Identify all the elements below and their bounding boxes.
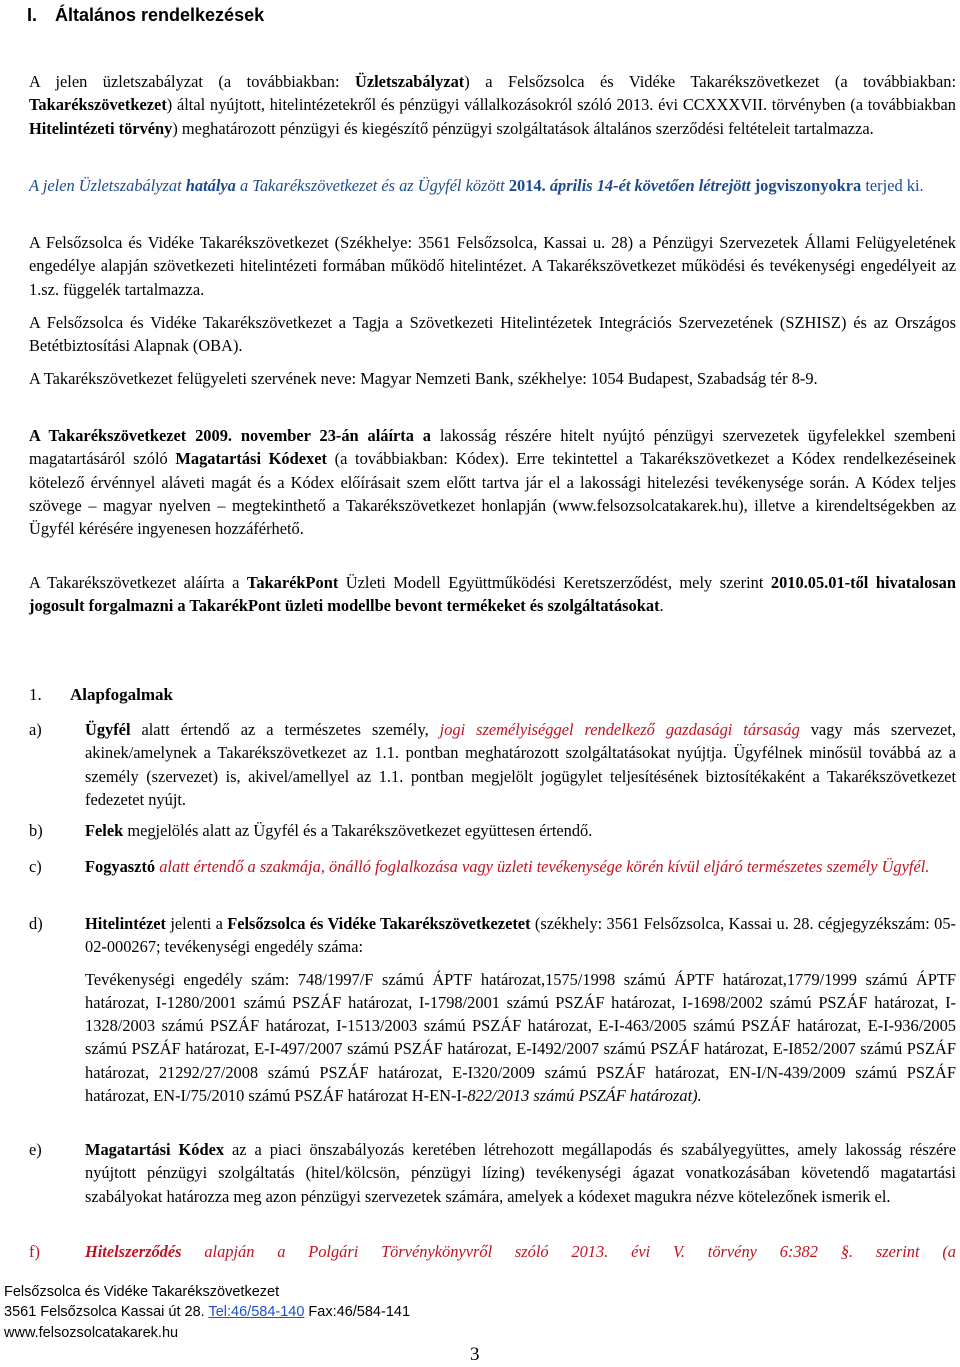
text: (a továbbiakban: Kódex). Erre tekintettel a Takarékszövetkezet a Kódex rendelkezéseinek kötelező érvénnyel aláveti magát és a Kódex előírásait szem előtt tartva jár el a lakossági hitelezési tevékenysége során. A Kódex teljes szövege – magyar nyelven – megtekinthető a Takarékszövetkezet honlapján (www.felsozsolcatakarek.hu), illetve a kirendeltségekben az Ügyfél kérésére ingyenesen hozzáférhető. [29,449,957,539]
definition-item-d [29,912,956,1107]
text: alatt értendő az a természetes személy, [130,720,440,739]
term: Magatartási Kódex [85,1140,225,1159]
text: Tevékenységi engedély szám: 748/1997/F számú ÁPTF határozat,1575/1998 számú ÁPTF határozat,1779/1999 számú ÁPTF határozat, I-1280/2001 számú PSZÁF határozat, I-1798/2001 számú PSZÁF határozat, I-1698/2002 számú PSZÁF határozat, I-1328/2003 számú PSZÁF határozat, I-1513/2003 számú PSZÁF határozat, E-I-463/2005 számú PSZÁF határozat, E-I-936/2005 számú PSZÁF határozat, E-I-497/2007 számú PSZÁF határozat, E-I492/2007 számú PSZÁF határozat, E-I852/2007 számú PSZÁF határozat, 21292/27/2008 számú PSZÁF határozat, E-I320/2009 számú PSZÁF határozat, EN-I/N-439/2009 számú PSZÁF határozat, EN-I/75/2010 számú PSZÁF határozat H-EN-I- [85,969,956,1106]
subsection-number: 1. [29,685,42,704]
membership-paragraph: A Felsőzsolca és Vidéke Takarékszövetkezet a Tagja a Szövetkezeti Hitelintézetek Integrációs Szervezetének (SZHISZ) és az Országos Betétbiztosítási Alapnak (OBA). [29,313,956,356]
footer-contact [4,1303,410,1322]
text: ) által nyújtott, hitelintézetekről és pénzügyi vállalkozásokról szóló 2013. évi CCXXXVII. törvényben (a továbbiakban [166,95,956,115]
item-label: f) [29,1242,40,1261]
definition-item-f [29,1240,956,1263]
definition-item-c [29,855,956,878]
item-label: a) [29,720,42,739]
text: A jelen üzletszabályzat (a továbbiakban: [29,72,356,91]
supervisor-paragraph: A Takarékszövetkezet felügyeleti szervének neve: Magyar Nemzeti Bank, székhelye: 1054 Budapest, Szabadság tér 8-9. [29,369,818,388]
item-text [85,718,956,811]
term-magatartasi-kodex: Magatartási Kódexet [175,449,327,469]
term: Hitelszerződés [85,1242,182,1261]
section-heading [27,5,264,26]
definition-item-a [29,718,956,811]
text: Üzleti Modell Együttműködési Keretszerződést, mely szerint [338,573,771,592]
footer-phone-link[interactable]: Tel:46/584-140 [208,1304,305,1320]
text: ) a Felsőzsolca és Vidéke Takarékszövetkezet (a továbbiakban: [464,72,956,91]
code-of-conduct-paragraph [29,424,956,540]
term-takarekszovetkezet: Takarékszövetkezet [29,95,167,115]
text-italic: 822/2013 számú PSZÁF határozat). [467,1086,702,1106]
term-uzletszabalyzat: Üzletszabályzat [355,72,465,91]
text: (székhely: 3561 Felsőzsolca, Kassai u. 28. cégjegyzékszám: 05-02-000267; tevékenységi engedély száma: [85,914,956,957]
definition-item-e [29,1138,956,1208]
term: Fogyasztó [85,857,156,876]
text: A jelen Üzletszabályzat [29,176,186,195]
term-hitelintezeti-torveny: Hitelintézeti törvény [29,118,173,138]
item-text [85,1240,956,1263]
subsection-title: Alapfogalmak [70,685,173,704]
term-takarekpont: TakarékPont [246,573,339,592]
text: vagy más szervezet, akinek/amelynek a Takarékszövetkezet az 1.1. pontban meghatározott szolgáltatásokat nyújtja. Ügyfélnek minősül továbbá az a személy (szervezet) is, akivel/amellyel az 1.1. pontban megjelölt jogügylet teljesítésének biztosítékaként a Takarékszövetkezet fedezetet nyújt. [85,720,956,809]
text: A Takarékszövetkezet aláírta a [29,573,247,592]
item-text [85,1138,956,1208]
text-highlighted: jogi személyiséggel rendelkező gazdasági társaság [439,720,800,739]
text: . [659,596,664,616]
term-hatalya: hatálya [185,176,236,195]
licence-list [85,968,956,1108]
footer-address: 3561 Felsőzsolca Kassai út 28. [4,1304,209,1320]
term: Ügyfél [85,720,131,739]
footer-website[interactable]: www.felsozsolcatakarek.hu [4,1325,179,1341]
scope-paragraph [29,174,956,197]
institution-name: Felsőzsolca és Vidéke Takarékszövetkezetet [227,914,531,933]
text-highlighted: alapján a Polgári Törvénykönyvről szóló 2013. évi V. törvény 6:382 §. szerint (a [181,1242,956,1261]
term-jogviszonyokra: jogviszonyokra [754,176,862,195]
text: ) meghatározott pénzügyi és kiegészítő pénzügyi szolgáltatások általános szerződési feltételeit tartalmazza. [172,118,874,138]
text: az a piaci önszabályozás keretében létrehozott megállapodás és szabályegyüttes, amely lakosság részére nyújtott pénzügyi szolgáltatás (hitel/kölcsön, pénzügyi lízing) tevékenységi ágazat vonatkozásában követendő magatartási szabályokat határozza meg azon pénzügyi szervezetek számára, amelyek a kódexet magukra nézve kötelezőnek ismerik el. [85,1140,956,1206]
headquarters-paragraph: A Felsőzsolca és Vidéke Takarékszövetkezet (Székhelye: 3561 Felsőzsolca, Kassai u. 28) a Pénzügyi Szervezetek Állami Felügyeletének engedélye alapján szövetkezeti hitelintézeti formában működő hitelintézet. A Takarékszövetkezet működési és tevékenységi engedélyeit az 1.sz. függelék tartalmazza. [29,233,956,299]
text-bold: A Takarékszövetkezet 2009. november 23-án aláírta a [29,426,431,445]
text-highlighted: alatt értendő a szakmája, önálló foglalkozása vagy üzleti tevékenysége körén kívül eljáró természetes személy Ügyfél. [155,857,930,876]
item-label: d) [29,914,43,933]
item-text [85,855,956,878]
section-title: Általános rendelkezések [55,5,265,25]
date-year: 2014. [508,176,546,195]
text: a Takarékszövetkezet és az Ügyfél között [235,176,509,195]
subsection-heading [29,685,173,705]
footer-company-name: Felsőzsolca és Vidéke Takarékszövetkezet [4,1284,280,1300]
term: Hitelintézet [85,914,167,933]
text: jelenti a [166,914,228,933]
section-number: I. [27,5,38,25]
takarekpont-paragraph [29,571,956,618]
text-bold: 2010.05.01-től hivatalosan jogosult forgalmazni a TakarékPont üzleti modellbe bevont termékeket és szolgáltatásokat [29,573,956,616]
definition-item-b [29,819,956,842]
intro-paragraph [29,70,956,140]
item-text [85,912,956,959]
term: Felek [85,821,124,840]
text: lakosság részére hitelt nyújtó pénzügyi szervezetek ügyfelekkel szembeni magatartásáról szóló [29,426,956,469]
page-number: 3 [470,1344,480,1365]
item-text [85,819,956,842]
footer-fax: Fax:46/584-141 [304,1304,411,1320]
date-text: április 14-ét követően létrejött [549,176,751,195]
item-label: c) [29,857,42,876]
text: megjelölés alatt az Ügyfél és a Takarékszövetkezet együttesen értendő. [123,821,593,840]
text: terjed ki. [861,176,924,195]
item-label: b) [29,821,43,840]
item-label: e) [29,1140,42,1159]
